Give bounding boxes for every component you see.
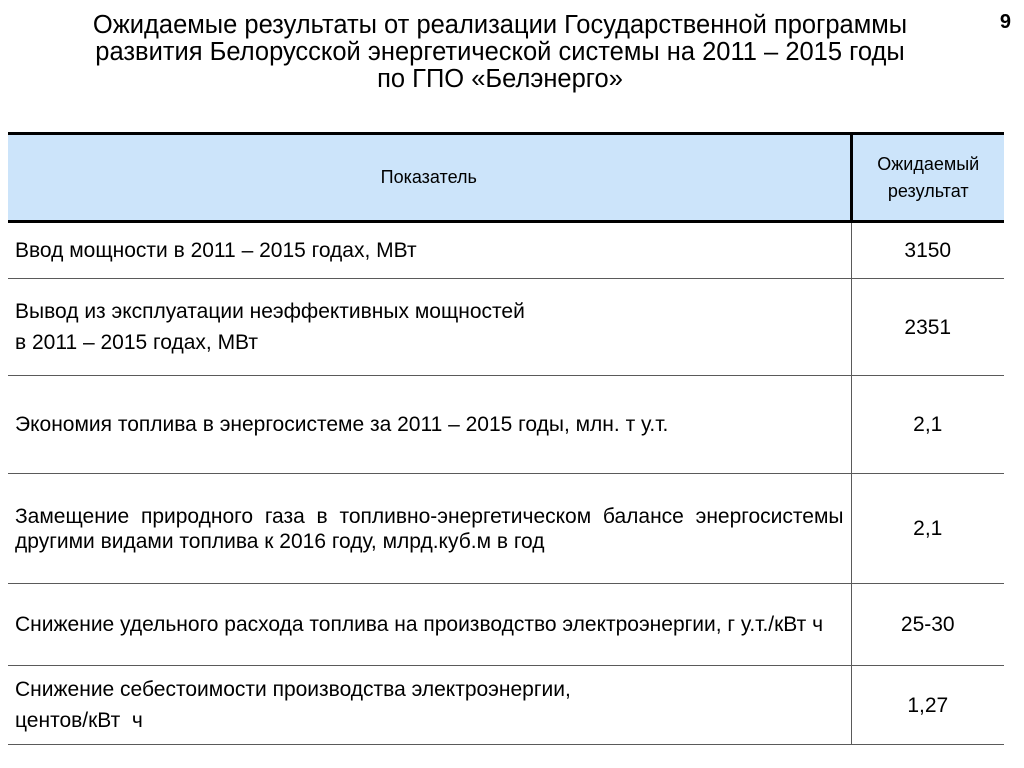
indicator-text-line-1: Вывод из эксплуатации неэффективных мощностей bbox=[15, 300, 525, 323]
result-cell: 2,1 bbox=[851, 376, 1004, 474]
result-cell: 3150 bbox=[851, 222, 1004, 279]
table-row bbox=[8, 279, 1004, 376]
indicator-text: Снижение удельного расхода топлива на производство электроэнергии, г у.т./кВт ч bbox=[15, 613, 824, 636]
table-row bbox=[8, 222, 1004, 279]
result-cell: 2351 bbox=[851, 279, 1004, 376]
indicator-cell bbox=[8, 474, 851, 584]
result-cell: 25-30 bbox=[851, 584, 1004, 666]
page-number: 9 bbox=[999, 11, 1011, 33]
slide-title bbox=[0, 12, 1000, 93]
indicator-cell bbox=[8, 279, 851, 376]
result-cell: 2,1 bbox=[851, 474, 1004, 584]
indicator-text-line-2: в 2011 – 2015 годах, МВт bbox=[15, 331, 258, 354]
table-row bbox=[8, 474, 1004, 584]
slide-title-line-3: по ГПО «Белэнерго» bbox=[377, 65, 623, 93]
indicator-cell bbox=[8, 584, 851, 666]
slide-title-line-2: развития Белорусской энергетической системы на 2011 – 2015 годы bbox=[95, 38, 905, 66]
table-row bbox=[8, 666, 1004, 745]
indicator-text: Ввод мощности в 2011 – 2015 годах, МВт bbox=[15, 239, 417, 262]
indicator-cell bbox=[8, 376, 851, 474]
indicator-text: Экономия топлива в энергосистеме за 2011 – 2015 годы, млн. т у.т. bbox=[15, 413, 669, 436]
result-cell: 1,27 bbox=[851, 666, 1004, 745]
table-row bbox=[8, 376, 1004, 474]
table-row bbox=[8, 584, 1004, 666]
slide-title-line-1: Ожидаемые результаты от реализации Государственной программы bbox=[92, 11, 908, 39]
indicator-text: Замещение природного газа в топливно-энергетическом балансе энергосистемы другими видами топлива к 2016 году, млрд.куб.м в год bbox=[15, 504, 844, 553]
indicator-text-line-2: центов/кВт ч bbox=[15, 709, 143, 732]
header-expected-result bbox=[851, 134, 1004, 222]
header-expected-result-line-2: результат bbox=[887, 180, 969, 201]
indicator-cell bbox=[8, 666, 851, 745]
table-header-row bbox=[8, 134, 1004, 222]
indicator-text-line-1: Снижение себестоимости производства электроэнергии, bbox=[15, 678, 571, 701]
results-table bbox=[8, 132, 1004, 745]
header-indicator: Показатель bbox=[8, 134, 851, 222]
header-expected-result-line-1: Ожидаемый bbox=[877, 153, 980, 174]
indicator-cell bbox=[8, 222, 851, 279]
